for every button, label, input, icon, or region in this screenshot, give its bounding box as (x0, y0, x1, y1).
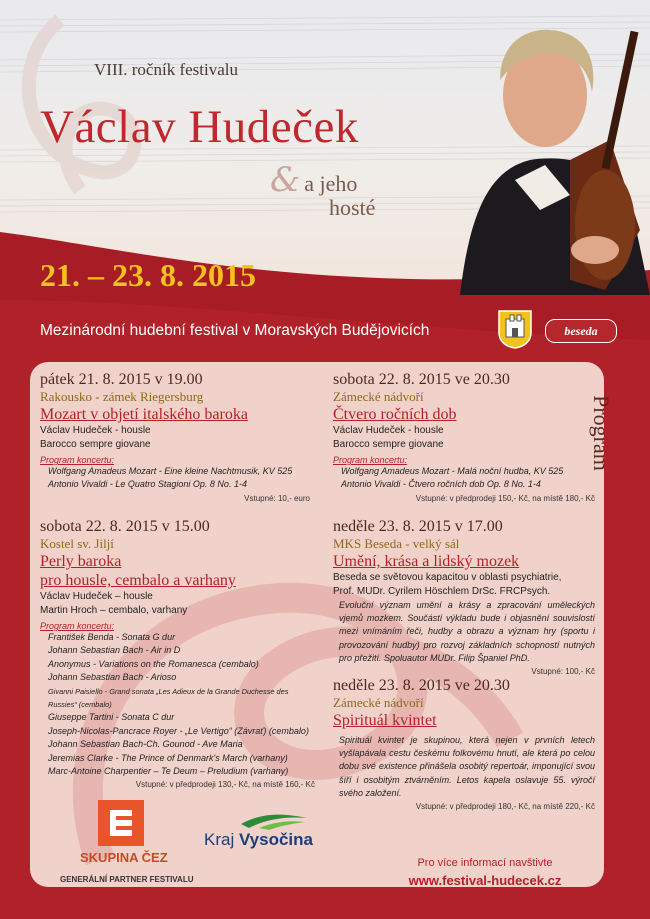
program-work: Jeremias Clarke - The Prince of Denmark's March (varhany) (48, 752, 288, 763)
event-venue: Zámecké nádvoří (333, 389, 424, 404)
event-card (40, 518, 315, 789)
event-datetime: sobota 22. 8. 2015 ve 20.30 (333, 371, 510, 388)
program-work: Joseph-Nicolas-Pancrace Royer - „Le Vertigo“ (Závrať) (cembalo) (48, 725, 309, 736)
program-heading: Program koncertu: (40, 621, 115, 631)
event-performer: Barocco sempre giovane (40, 439, 151, 450)
program-work: Johann Sebastian Bach - Air in D (48, 645, 181, 656)
program-work: Marc-Antoine Charpentier – Te Deum – Preludium (varhany) (48, 766, 289, 777)
program-work: Johann Sebastian Bach - Arioso (48, 672, 177, 683)
festival-website-link[interactable]: www.festival-hudecek.cz (408, 873, 562, 888)
event-title: Umění, krása a lidský mozek (333, 553, 520, 570)
event-card (333, 371, 595, 503)
title-and (270, 160, 357, 200)
event-card (333, 677, 595, 811)
festival-dates: 21. – 23. 8. 2015 (40, 257, 256, 293)
event-card (40, 371, 310, 503)
event-performer: Beseda se světovou kapacitou v oblasti psychiatrie, (333, 572, 562, 583)
event-venue: Rakousko - zámek Riegersburg (40, 389, 204, 404)
event-datetime: neděle 23. 8. 2015 v 17.00 (333, 518, 503, 535)
program-work: Anonymus - Variations on the Romanesca (cembalo) (48, 658, 259, 669)
cez-logo-icon (98, 800, 144, 846)
event-title: pro housle, cembalo a varhany (40, 572, 236, 589)
program-work: Giuseppe Tartini - Sonata C dur (48, 712, 175, 723)
event-description: Spirituál kvintet je skupinou, která nejen v prvních letech vyšlapávala cestu českému folkovému hnutí, ale která po celou dobu své existence přinášela osobitý repertoár, imponující svou šíří i osobitým ztvárněním. Letos kapela oslavuje 55. výročí svého založení. (339, 735, 595, 798)
kraj-vysocina-sponsor (204, 810, 324, 860)
cez-partner-label: GENERÁLNÍ PARTNER FESTIVALU (60, 875, 194, 884)
event-performer: Václav Hudeček - housle (40, 425, 151, 436)
program-work: Givanni Paisiello - Grand sonata „Les Adieux de la Grande Duchesse des Russies“ (cembalo) (48, 686, 289, 710)
event-venue: Zámecké nádvoří (333, 695, 424, 710)
event-title: Perly baroka (40, 553, 122, 570)
edition-label: VIII. ročník festivalu (94, 60, 238, 79)
event-performer: Barocco sempre giovane (333, 439, 444, 450)
kraj-name: Vysočina (238, 830, 313, 849)
event-performer: Prof. MUDr. Cyrilem Höschlem DrSc. FRCPsych. (333, 586, 551, 597)
event-datetime: sobota 22. 8. 2015 v 15.00 (40, 518, 210, 535)
program-work: Antonio Vivaldi - Le Quatro Stagioni Op. 8 No. 1-4 (48, 479, 247, 490)
violinist-portrait (420, 10, 650, 295)
event-admission: Vstupné: 100,- Kč (531, 667, 595, 677)
event-title: Mozart v objetí italského baroka (40, 406, 248, 423)
event-venue: Kostel sv. Jiljí (40, 536, 114, 551)
event-performer: Václav Hudeček - housle (333, 425, 444, 436)
kraj-logo-text (204, 830, 313, 850)
title-and-text: a jeho (304, 171, 358, 196)
event-admission: Vstupné: v předprodeji 150,- Kč, na místě 180,- Kč (415, 493, 595, 503)
program-work: Antonio Vivaldi - Čtvero ročních dob Op. 8 No. 1-4 (341, 479, 541, 490)
program-work: Wolfgang Amadeus Mozart - Malá noční hudba, KV 525 (341, 466, 564, 476)
town-crest-icon (497, 309, 533, 349)
cez-name: SKUPINA ČEZ (80, 850, 168, 865)
event-card (333, 518, 595, 676)
program-side-text: Program (588, 395, 614, 471)
event-performer: Martin Hroch – cembalo, varhany (40, 605, 188, 616)
festival-title: Václav Hudeček (40, 101, 359, 153)
event-admission: Vstupné: 10,- euro (244, 493, 310, 503)
event-title: Spirituál kvintet (333, 712, 437, 729)
event-datetime: neděle 23. 8. 2015 ve 20.30 (333, 677, 510, 694)
program-work: Johann Sebastian Bach-Ch. Gounod - Ave Maria (48, 739, 243, 750)
program-work: Wolfgang Amadeus Mozart - Eine kleine Nachtmusik, KV 525 (48, 466, 293, 476)
event-admission: Vstupné: v předprodeji 180,- Kč, na místě 220,- Kč (415, 802, 595, 812)
event-venue: MKS Beseda - velký sál (333, 536, 460, 551)
program-work: František Benda - Sonata G dur (48, 632, 176, 642)
event-performer: Václav Hudeček – housle (40, 591, 153, 602)
kraj-prefix: Kraj (204, 830, 239, 849)
program-heading: Program koncertu: (333, 455, 408, 465)
title-guests: hosté (329, 195, 376, 220)
program-side-label (588, 380, 628, 490)
ampersand-ornament: & (270, 160, 301, 200)
event-admission: Vstupné: v předprodeji 130,- Kč, na místě 160,- Kč (135, 780, 315, 790)
beseda-logo: beseda (545, 319, 617, 343)
more-info-label: Pro více informací navštivte (417, 857, 553, 869)
festival-subtitle: Mezinárodní hudební festival v Moravských Budějovicích (40, 322, 430, 339)
kraj-swoosh-icon (239, 810, 309, 830)
event-datetime: pátek 21. 8. 2015 v 19.00 (40, 371, 203, 388)
program-heading: Program koncertu: (40, 455, 115, 465)
event-title: Čtvero ročních dob (333, 406, 457, 423)
event-description: Evoluční význam umění a krásy a zpracování uměleckých vjemů mozkem. Součástí výkladu bude i objasnění souvislostí mezi vnímáním řeči, hudby a obrazu a význam hry (sportu i provozování hudby) pro rozvoj základních schopností nutných pro přežití. Spoluautor MUDr. Filip Španiel PhD. (339, 600, 595, 663)
